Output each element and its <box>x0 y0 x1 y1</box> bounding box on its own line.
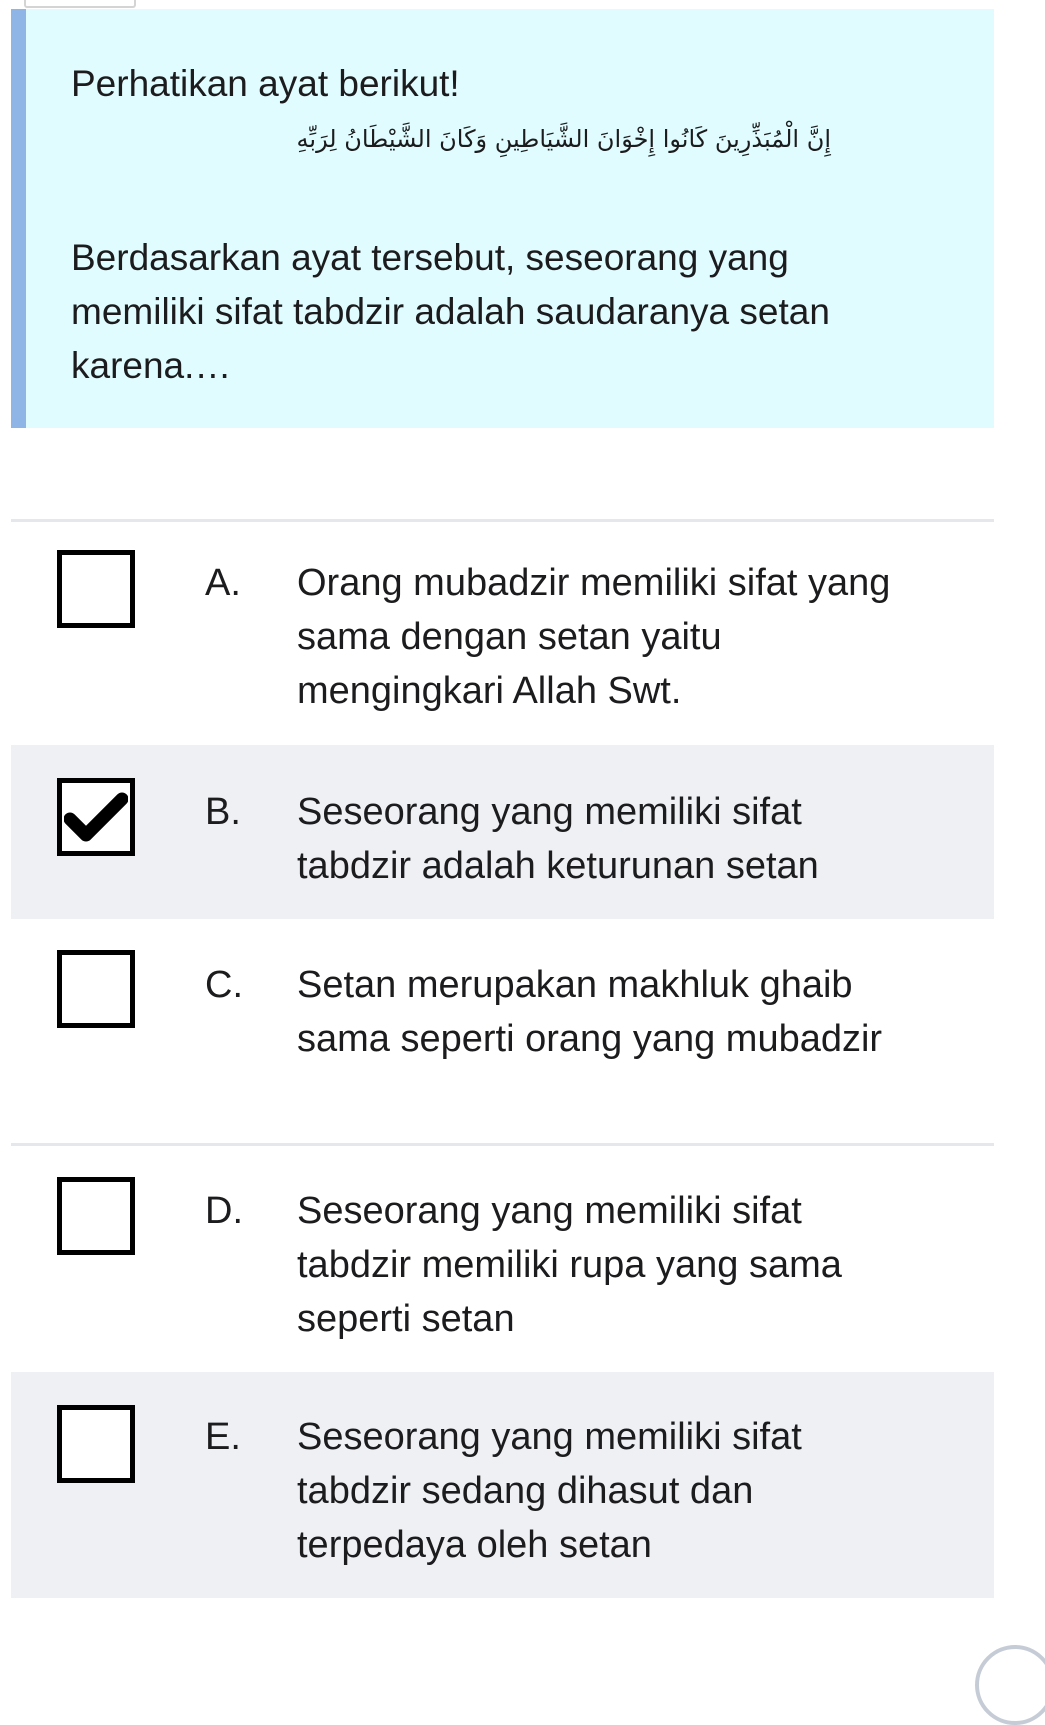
option-d-text: Seseorang yang memiliki sifat tabdzir memiliki rupa yang sama seperti setan <box>297 1190 842 1340</box>
question-accent-bar <box>11 9 26 428</box>
option-c[interactable] <box>11 922 994 1142</box>
option-d[interactable] <box>11 1146 994 1370</box>
option-b-checkbox[interactable] <box>57 778 135 856</box>
option-d-checkbox[interactable] <box>57 1177 135 1255</box>
option-b-text: Seseorang yang memiliki sifat tabdzir adalah keturunan setan <box>297 791 819 887</box>
option-c-checkbox[interactable] <box>57 950 135 1028</box>
top-tab-edge <box>24 0 136 8</box>
arabic-verse: إِنَّ الْمُبَذِّرِينَ كَانُوا إِخْوَانَ الشَّيَاطِينِ وَكَانَ الشَّيْطَانُ لِرَبِّهِ <box>296 125 831 153</box>
option-b-letter: B. <box>205 791 241 833</box>
option-a-letter: A. <box>205 562 241 604</box>
option-a-checkbox[interactable] <box>57 550 135 628</box>
option-a[interactable] <box>11 522 994 742</box>
question-stem: Berdasarkan ayat tersebut, seseorang yang memiliki sifat tabdzir adalah saudaranya setan karena.… <box>71 237 830 386</box>
option-c-letter: C. <box>205 964 243 1006</box>
option-e[interactable] <box>11 1372 994 1598</box>
question-intro: Perhatikan ayat berikut! <box>71 63 460 104</box>
floating-action-button[interactable] <box>975 1645 1045 1725</box>
option-e-checkbox[interactable] <box>57 1405 135 1483</box>
option-e-text: Seseorang yang memiliki sifat tabdzir sedang dihasut dan terpedaya oleh setan <box>297 1416 802 1566</box>
option-d-letter: D. <box>205 1190 243 1232</box>
option-e-letter: E. <box>205 1416 241 1458</box>
option-b[interactable] <box>11 745 994 919</box>
option-c-text: Setan merupakan makhluk ghaib sama seperti orang yang mubadzir <box>297 964 883 1060</box>
checkmark-icon <box>64 785 128 849</box>
question-card <box>11 9 994 428</box>
option-a-text: Orang mubadzir memiliki sifat yang sama dengan setan yaitu mengingkari Allah Swt. <box>297 562 891 712</box>
